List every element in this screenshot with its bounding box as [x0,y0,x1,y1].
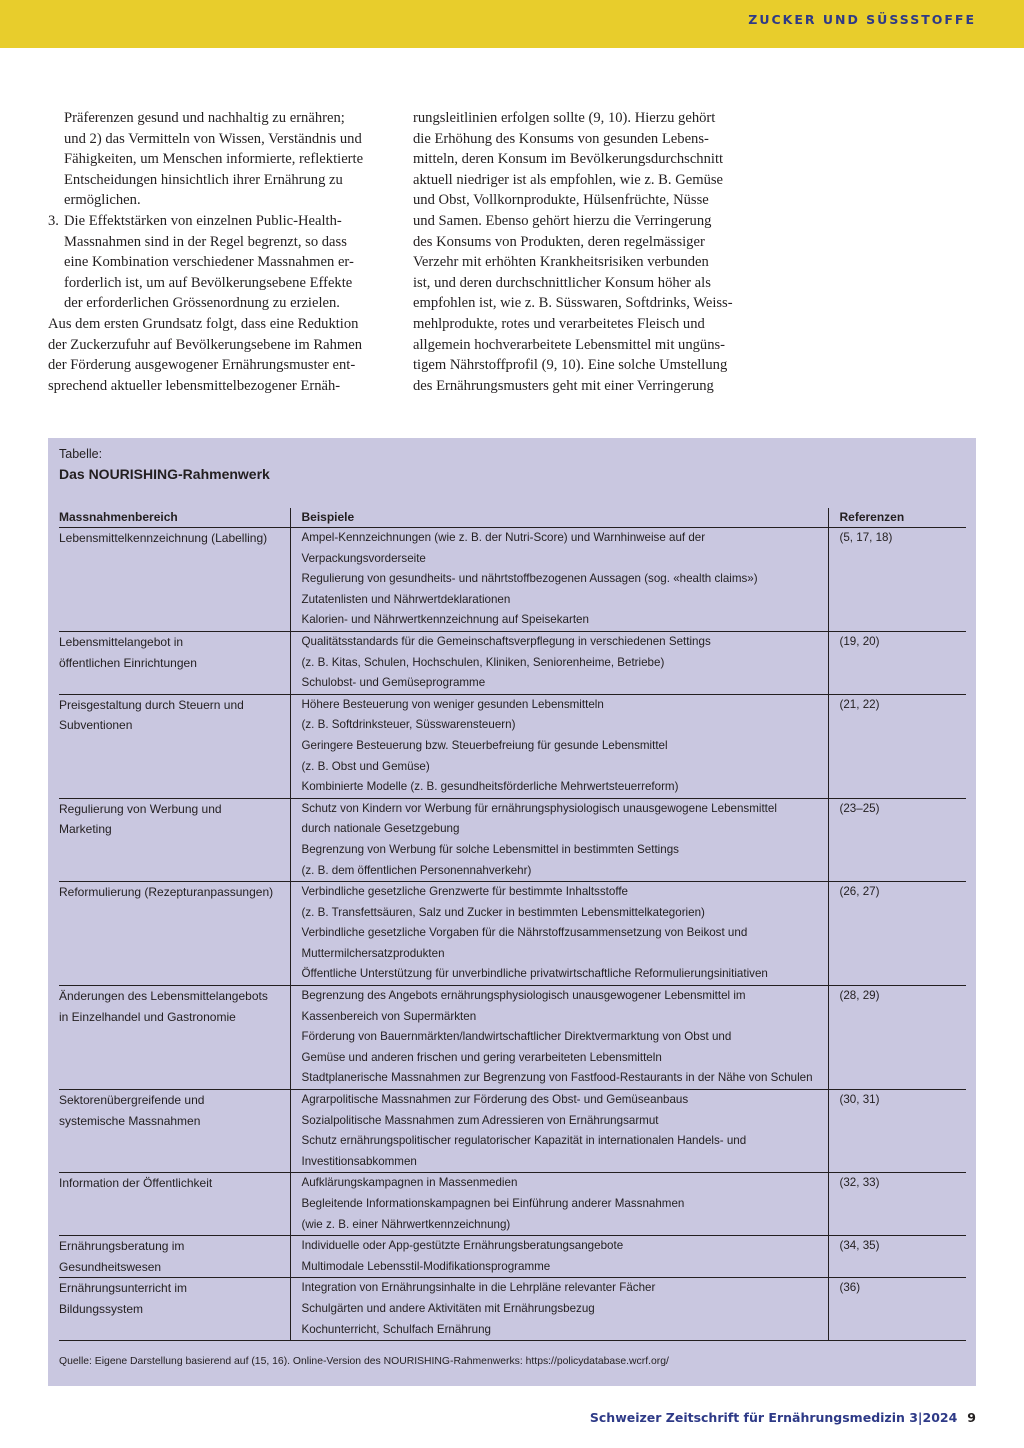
text-line: des Konsums von Produkten, deren regelmässiger [413,233,705,250]
text-line: der Zuckerzufuhr auf Bevölkerungsebene im Rahmen [48,336,363,353]
table-header-row [59,508,966,528]
text-line: der Förderung ausgewogener Ernährungsmuster ent- [48,357,356,374]
example-line: Verbindliche gesetzliche Grenzwerte für bestimmte Inhaltsstoffe [301,885,629,899]
column-header-examples: Beispiele [290,508,828,528]
area-line: Reformulierung (Rezepturanpassungen) [59,885,274,900]
nourishing-table [59,508,966,1341]
table-row [59,1236,966,1278]
example-line: Investitionsabkommen [301,1154,417,1168]
example-line: Agrarpolitische Massnahmen zur Förderung des Obst- und Gemüseanbaus [301,1093,689,1107]
example-line: Integration von Ernährungsinhalte in die Lehrpläne relevanter Fächer [301,1281,656,1295]
example-line: Schutz ernährungspolitischer regulatorischer Kapazität in internationalen Handels- und [301,1134,747,1148]
cell-examples [290,1090,828,1173]
table-row [59,1278,966,1341]
table-row [59,528,966,632]
body-column-right [413,108,756,396]
area-line: Bildungssystem [59,1301,144,1316]
area-line: Ernährungsunterricht im [59,1281,188,1296]
cell-references: (23–25) [828,798,966,881]
text-line: ermöglichen. [64,192,141,209]
text-line: Die Effektstärken von einzelnen Public-Health- [64,212,342,229]
cell-examples [290,631,828,694]
cell-area [59,1236,290,1278]
page-number: 9 [967,1410,976,1425]
footer [590,1410,976,1425]
example-line: (z. B. Obst und Gemüse) [301,759,430,773]
cell-examples [290,1236,828,1278]
text-line: ist, und deren durchschnittlicher Konsum höher als [413,274,711,291]
text-line: sprechend aktueller lebensmittelbezogener Ernäh- [48,377,341,394]
column-header-references: Referenzen [828,508,966,528]
example-line: Kombinierte Modelle (z. B. gesundheitsförderliche Mehrwertsteuerreform) [301,780,679,794]
area-line: Ernährungsberatung im [59,1239,185,1254]
journal-title: Schweizer Zeitschrift für Ernährungsmedizin 3|2024 [589,1410,958,1425]
cell-examples [290,1278,828,1341]
cell-area [59,528,290,632]
example-line: Ampel-Kennzeichnungen (wie z. B. der Nutri-Score) und Warnhinweise auf der [301,531,706,544]
cell-references: (30, 31) [828,1090,966,1173]
text-line: der erforderlichen Grössenordnung zu erzielen. [64,295,340,312]
text-line: rungsleitlinien erfolgen sollte (9, 10). Hierzu gehört [413,110,716,126]
body-column-left [48,108,390,396]
text-line: Entscheidungen hinsichtlich ihrer Ernährung zu [64,171,343,188]
table-row [59,694,966,798]
cell-examples [290,528,828,632]
area-line: systemische Massnahmen [59,1113,201,1128]
table-row [59,1090,966,1173]
text-line: Verzehr mit erhöhten Krankheitsrisiken verbunden [413,254,709,271]
example-line: Höhere Besteuerung von weniger gesunden Lebensmitteln [301,697,604,711]
list-number: 3. [48,212,59,229]
example-line: durch nationale Gesetzgebung [301,822,460,836]
example-line: (z. B. dem öffentlichen Personennahverkehr) [301,863,532,877]
text-line: mitteln, deren Konsum im Bevölkerungsdurchschnitt [413,151,724,168]
cell-area [59,631,290,694]
text-line: Aus dem ersten Grundsatz folgt, dass eine Reduktion [48,315,359,332]
example-line: Schulgärten und andere Aktivitäten mit Ernährungsbezug [301,1301,595,1315]
text-line: empfohlen ist, wie z. B. Süsswaren, Softdrinks, Weiss- [413,295,733,312]
table-box [48,438,976,1386]
column-header-area: Massnahmenbereich [59,508,290,528]
example-line: Öffentliche Unterstützung für unverbindliche privatwirtschaftliche Reformulierungsinitiativen [301,967,768,981]
text-line: aktuell niedriger ist als empfohlen, wie z. B. Gemüse [413,171,724,188]
list-item-continuation [48,108,390,211]
area-line: in Einzelhandel und Gastronomie [59,1009,236,1024]
list-item-3 [48,211,390,314]
area-line: Preisgestaltung durch Steuern und [59,697,244,712]
example-line: Geringere Besteuerung bzw. Steuerbefreiung für gesunde Lebensmittel [301,738,668,752]
table-row [59,631,966,694]
area-line: Lebensmittelkennzeichnung (Labelling) [59,531,268,545]
area-line: Regulierung von Werbung und [59,801,222,816]
cell-examples [290,882,828,986]
table-label: Tabelle: [59,447,103,461]
text-line: Präferenzen gesund und nachhaltig zu ernähren; [64,110,345,126]
cell-area [59,1173,290,1236]
area-line: Information der Öffentlichkeit [59,1176,213,1191]
table-title: Das NOURISHING-Rahmenwerk [59,466,270,482]
example-line: Begrenzung des Angebots ernährungsphysiologisch unausgewogener Lebensmittel im [301,989,746,1003]
cell-references: (19, 20) [828,631,966,694]
paragraph [48,314,390,396]
example-line: Begleitende Informationskampagnen bei Einführung anderer Massnahmen [301,1197,685,1210]
example-line: Kalorien- und Nährwertkennzeichnung auf Speisekarten [301,613,589,627]
example-line: Regulierung von gesundheits- und nährtstoffbezogenen Aussagen (sog. «health claims») [301,572,758,586]
cell-examples [290,1173,828,1236]
cell-references: (21, 22) [828,694,966,798]
example-line: Förderung von Bauernmärkten/landwirtschaftlicher Direktvermarktung von Obst und [301,1030,732,1044]
example-line: Schutz von Kindern vor Werbung für ernährungsphysiologisch unausgewogene Lebensmittel [301,801,777,815]
area-line: Änderungen des Lebensmittelangebots [59,989,268,1004]
cell-references: (32, 33) [828,1173,966,1236]
example-line: Multimodale Lebensstil-Modifikationsprogramme [301,1259,551,1273]
text-line: allgemein hochverarbeitete Lebensmittel mit ungüns- [413,336,726,353]
cell-area [59,986,290,1090]
example-line: Zutatenlisten und Nährwertdeklarationen [301,592,511,606]
area-line: Lebensmittelangebot in [59,634,184,649]
example-line: Schulobst- und Gemüseprogramme [301,676,486,690]
text-line: die Erhöhung des Konsums von gesunden Lebens- [413,130,709,147]
table-row [59,1173,966,1236]
cell-area [59,798,290,881]
text-line: des Ernährungsmusters geht mit einer Verringerung [413,377,714,394]
example-line: Aufklärungskampagnen in Massenmedien [301,1176,518,1190]
area-line: Gesundheitswesen [59,1259,162,1274]
area-line: öffentlichen Einrichtungen [59,655,197,670]
cell-references: (26, 27) [828,882,966,986]
cell-examples [290,798,828,881]
text-line: Massnahmen sind in der Regel begrenzt, so dass [64,233,347,250]
table-source: Quelle: Eigene Darstellung basierend auf (15, 16). Online-Version des NOURISHING-Rahmenwerks: https://policydatabase.wcrf.org/ [59,1356,669,1367]
cell-references: (36) [828,1278,966,1341]
cell-examples [290,986,828,1090]
cell-area [59,1278,290,1341]
cell-references: (5, 17, 18) [828,528,966,632]
text-line: und Obst, Vollkornprodukte, Hülsenfrüchte, Nüsse [413,192,709,209]
table-body [59,528,966,1341]
cell-area [59,882,290,986]
section-title: ZUCKER UND SÜSSSTOFFE [748,12,976,27]
example-line: Begrenzung von Werbung für solche Lebensmittel in bestimmten Settings [301,842,679,856]
example-line: Verbindliche gesetzliche Vorgaben für die Nährstoffzusammensetzung von Beikost und [301,926,748,940]
example-line: Qualitätsstandards für die Gemeinschaftsverpflegung in verschiedenen Settings [301,634,711,648]
example-line: Kassenbereich von Supermärkten [301,1009,477,1023]
example-line: Stadtplanerische Massnahmen zur Begrenzung von Fastfood-Restaurants in der Nähe von Schulen [301,1071,813,1085]
example-line: Kochunterricht, Schulfach Ernährung [301,1322,491,1336]
area-line: Sektorenübergreifende und [59,1093,205,1108]
area-line: Subventionen [59,718,133,733]
text-line: mehlprodukte, rotes und verarbeitetes Fleisch und [413,315,705,332]
text-line: forderlich ist, um auf Bevölkerungsebene Effekte [64,274,353,291]
example-line: Gemüse und anderen frischen und gering verarbeiteten Lebensmitteln [301,1050,662,1064]
table-row [59,986,966,1090]
cell-references: (28, 29) [828,986,966,1090]
text-line: und 2) das Vermitteln von Wissen, Verständnis und [64,130,362,147]
table-row [59,798,966,881]
cell-area [59,1090,290,1173]
text-line: und Samen. Ebenso gehört hierzu die Verringerung [413,212,712,229]
example-line: Verpackungsvorderseite [301,551,426,565]
example-line: (z. B. Softdrinksteuer, Süsswarensteuern) [301,718,516,732]
example-line: (z. B. Kitas, Schulen, Hochschulen, Kliniken, Seniorenheime, Betriebe) [301,655,665,669]
text-line: Fähigkeiten, um Menschen informierte, reflektierte [64,151,364,168]
example-line: (z. B. Transfettsäuren, Salz und Zucker in bestimmten Lebensmittelkategorien) [301,905,705,919]
cell-examples [290,694,828,798]
area-line: Marketing [59,822,112,837]
example-line: (wie z. B. einer Nährwertkennzeichnung) [301,1217,511,1231]
example-line: Individuelle oder App-gestützte Ernährungsberatungsangebote [301,1239,624,1253]
header-band [0,0,1024,48]
table-row [59,882,966,986]
example-line: Muttermilchersatzprodukten [301,946,445,960]
cell-area [59,694,290,798]
example-line: Sozialpolitische Massnahmen zum Adressieren von Ernährungsarmut [301,1113,659,1127]
text-line: tigem Nährstoffprofil (9, 10). Eine solche Umstellung [413,357,728,374]
text-line: eine Kombination verschiedener Massnahmen er- [64,254,354,271]
cell-references: (34, 35) [828,1236,966,1278]
